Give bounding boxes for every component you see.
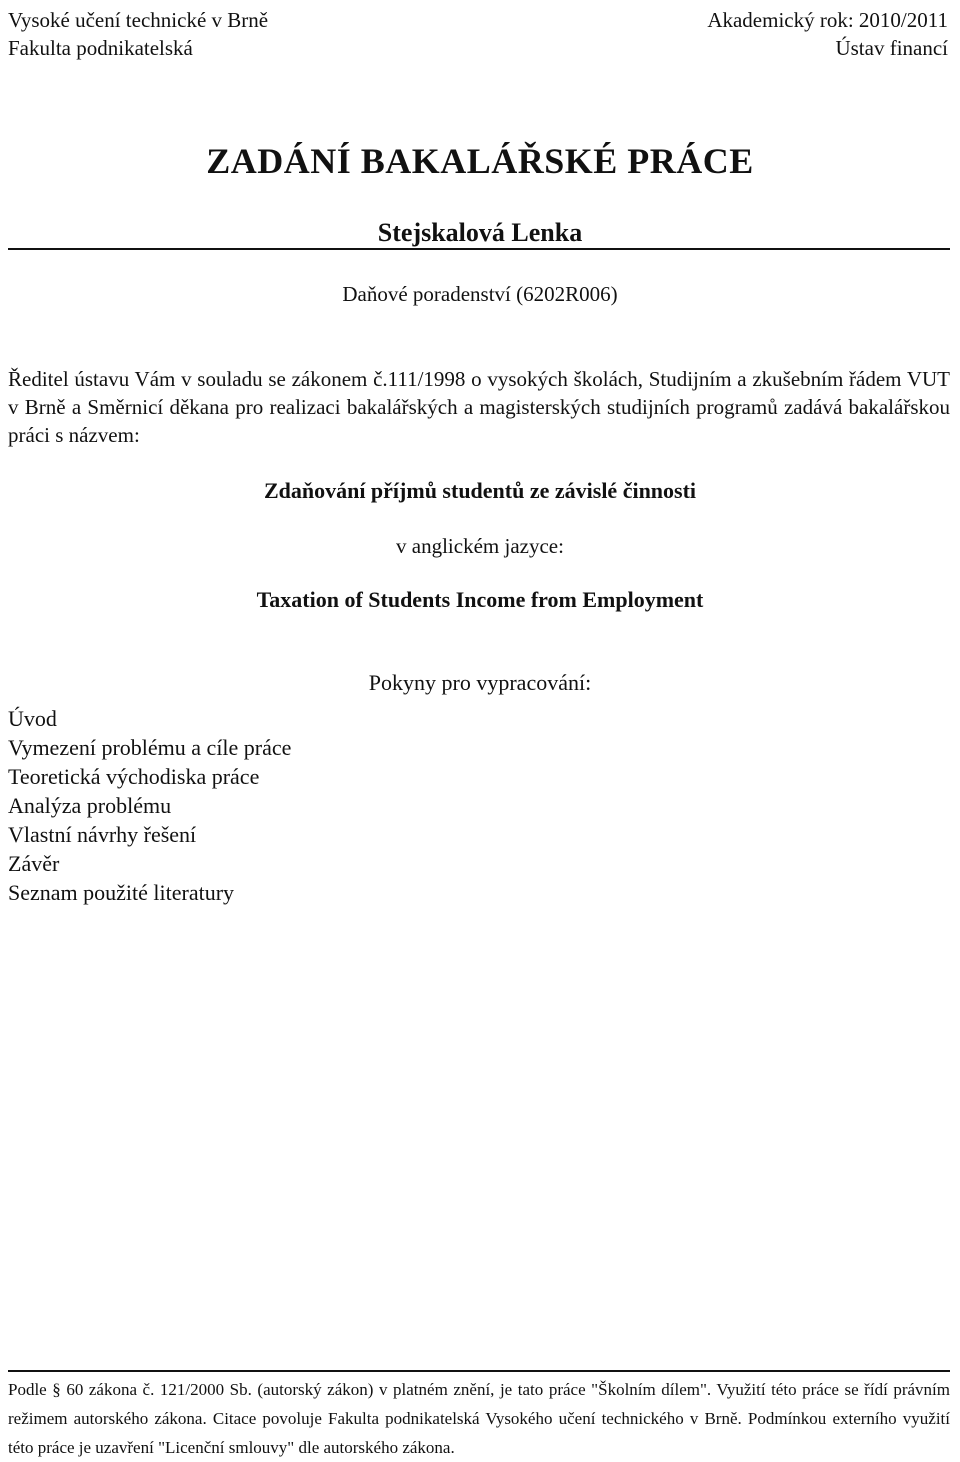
outline-item: Analýza problému xyxy=(8,793,172,818)
header-meta xyxy=(707,6,948,62)
english-language-label: v anglickém jazyce: xyxy=(396,534,564,558)
faculty-name: Fakulta podnikatelská xyxy=(8,36,193,60)
intro-paragraph: Ředitel ústavu Vám v souladu se zákonem č.111/1998 o vysokých školách, Studijním a zkušebním řádem VUT v Brně a Směrnicí děkana pro realizaci bakalářských a magisterských studijních programů zadává bakalářskou práci s názvem: xyxy=(8,367,950,447)
header-institution xyxy=(8,6,268,62)
thesis-outline xyxy=(8,704,291,907)
academic-year: Akademický rok: 2010/2011 xyxy=(707,8,948,32)
outline-item: Závěr xyxy=(8,851,60,876)
divider-bottom xyxy=(8,1370,950,1372)
outline-item: Teoretická východiska práce xyxy=(8,764,260,789)
department-name: Ústav financí xyxy=(835,36,948,60)
outline-item: Vymezení problému a cíle práce xyxy=(8,735,292,760)
outline-item: Seznam použité literatury xyxy=(8,880,235,905)
outline-item: Úvod xyxy=(8,706,57,731)
document-title: ZADÁNÍ BAKALÁŘSKÉ PRÁCE xyxy=(206,141,754,181)
instructions-heading: Pokyny pro vypracování: xyxy=(368,670,592,695)
outline-item: Vlastní návrhy řešení xyxy=(8,822,197,847)
student-name: Stejskalová Lenka xyxy=(377,218,583,247)
thesis-title-czech: Zdaňování příjmů studentů ze závislé činnosti xyxy=(263,478,697,503)
thesis-title-english: Taxation of Students Income from Employment xyxy=(256,587,704,612)
study-program: Daňové poradenství (6202R006) xyxy=(342,282,618,306)
copyright-note: Podle § 60 zákona č. 121/2000 Sb. (autorský zákon) v platném znění, je tato práce "Školním dílem". Využití této práce se řídí právním režimem autorského zákona. Citace povoluje Fakulta podnikatelská Vysokého učení technického v Brně. Podmínkou externího využití této práce je uzavření "Licenční smlouvy" dle autorského zákona. xyxy=(8,1380,950,1457)
university-name: Vysoké učení technické v Brně xyxy=(8,8,269,32)
divider-top xyxy=(8,248,950,250)
